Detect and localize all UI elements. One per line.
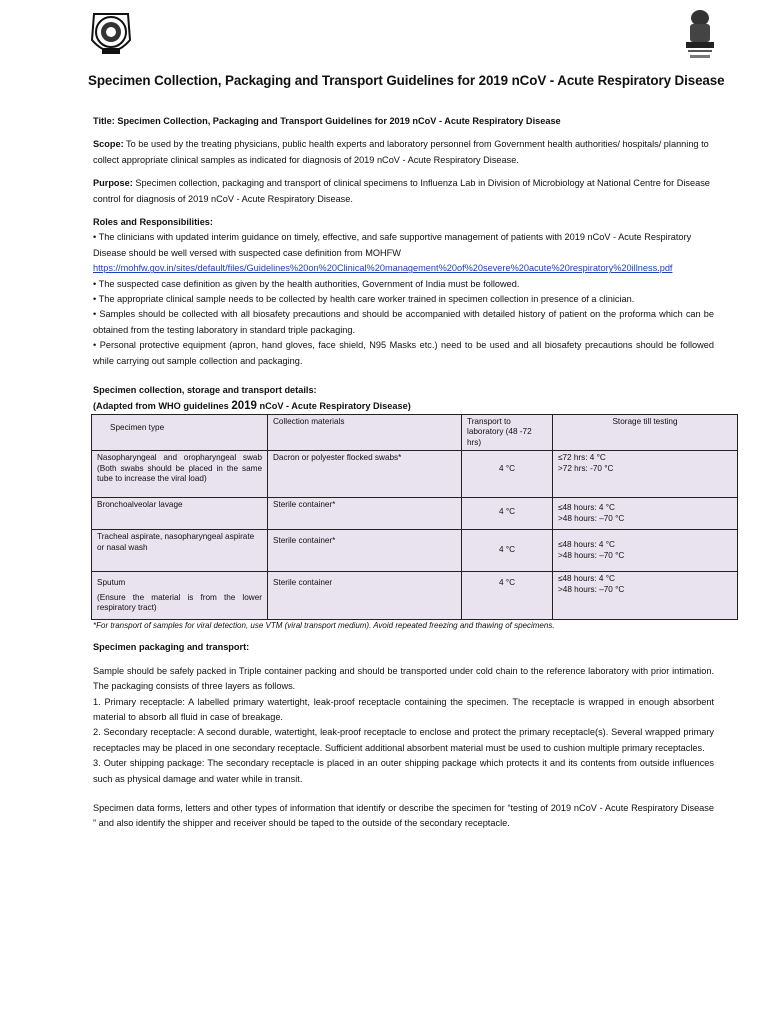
packaging-secondary: 2. Secondary receptacle: A second durable, watertight, leak-proof receptacle to enclose and protect the primary receptacle(s). Several wrapped primary receptacles may be placed in one secondary receptacle. Sufficient additional absorbent material must be used to cushion multiple primary receptacles. [93,727,714,753]
storage-line-2: >72 hrs: -70 °C [558,463,614,473]
table-header-row [92,414,738,451]
roles-bullet-3: • The appropriate clinical sample needs to be collected by health care worker trained in specimen collection in presence of a clinician. [93,294,635,305]
roles-bullet-4: • Samples should be collected with all biosafety precautions and should be accompanied with detailed history of patient on the proforma which can be obtained from the testing laboratory in standard triple packaging. [93,309,714,335]
specimen-table [91,414,738,621]
cell-transport: 4 °C [462,572,553,620]
cell-storage [553,530,738,572]
roles-heading: Roles and Responsibilities: [93,217,213,228]
title-line [93,114,714,129]
cell-material: Sterile container [268,572,462,620]
packaging-intro: Sample should be safely packed in Triple container packing and should be transported under cold chain to the reference laboratory with prior intimation. The packaging consists of three layers as follows. [93,665,714,692]
cell-material: Sterile container* [268,498,462,530]
cell-storage [553,572,738,620]
table-row [92,498,738,530]
cell-type [92,572,268,620]
national-emblem-logo [678,8,722,64]
storage-line-2: >48 hours: –70 °C [558,584,625,594]
storage-line-1: ≤48 hours: 4 °C [558,574,615,584]
cell-material: Sterile container* [268,530,462,572]
storage-line-2: >48 hours: –70 °C [558,550,625,560]
ncdc-seal-logo [88,10,134,62]
document-body [93,114,714,832]
title-text: Specimen Collection, Packaging and Transport Guidelines for 2019 nCoV - Acute Respiratory Disease [114,116,561,126]
packaging-forms: Specimen data forms, letters and other types of information that identify or describe the specimen for “testing of 2019 nCoV - Acute Respiratory Disease ” and also identify the shipper and receiver should be taped to the outside of the secondary receptacle. [93,803,714,829]
packaging-heading: Specimen packaging and transport: [93,642,250,653]
title-label: Title: [93,116,115,126]
roles-bullet-1: • The clinicians with updated interim guidance on timely, effective, and safe supportive management of patients with 2019 nCoV - Acute Respiratory Disease should be well versed with suspected case definition from MOHFW [93,232,692,258]
storage-heading: Specimen collection, storage and transport details: [93,385,317,396]
cell-material: Dacron or polyester flocked swabs* [268,451,462,498]
subheading-year: 2019 [231,399,257,412]
storage-line-1: ≤48 hours: 4 °C [558,503,615,513]
cell-transport: 4 °C [462,530,553,572]
table-row [92,530,738,572]
col-transport: Transport to laboratory (48 -72 hrs) [462,414,553,451]
col-specimen-type: Specimen type [92,414,268,451]
scope-text: To be used by the treating physicians, public health experts and laboratory personnel from Government health authorities/ hospitals/ planning to collect appropriate clinical samples as indicated for diagnosis of 2019 nCoV - Acute Respiratory Disease. [93,139,709,165]
mohfw-guidelines-link[interactable]: https://mohfw.gov.in/sites/default/files/Guidelines%20on%20Clinical%20management%20of%20severe%20acute%20respiratory%20illness.pdf [93,263,673,274]
packaging-outer: 3. Outer shipping package: The secondary receptacle is placed in an outer shipping package which protects it and its contents from outside influences such as physical damage and water while in transit. [93,758,714,784]
purpose-paragraph [93,176,714,207]
storage-line-1: ≤72 hrs: 4 °C [558,453,606,463]
cell-transport: 4 °C [462,498,553,530]
storage-subheading [93,399,714,414]
scope-paragraph [93,137,714,168]
cell-type: Bronchoalveolar lavage [92,498,268,530]
subheading-post: nCoV - Acute Respiratory Disease) [256,400,411,411]
document-title: Specimen Collection, Packaging and Transport Guidelines for 2019 nCoV - Acute Respiratory Disease [88,73,725,88]
packaging-primary: 1. Primary receptacle: A labelled primary watertight, leak-proof receptacle containing the specimen. The receptacle is wrapped in enough absorbent material to absorb all fluid in case of breakage. [93,696,714,723]
cell-type: Nasopharyngeal and oropharyngeal swab (Both swabs should be placed in the same tube to increase the viral load) [92,451,268,498]
table-footnote: *For transport of samples for viral detection, use VTM (viral transport medium). Avoid repeated freezing and thawing of specimens. [93,621,555,631]
cell-storage [553,451,738,498]
purpose-label: Purpose: [93,178,133,189]
cell-storage [553,498,738,530]
table-row [92,451,738,498]
sputum-label: Sputum [97,578,126,588]
scope-label: Scope: [93,139,124,150]
subheading-pre: (Adapted from WHO guidelines [93,400,232,411]
storage-line-2: >48 hours: –70 °C [558,513,625,523]
col-collection-materials: Collection materials [268,414,462,451]
storage-line-1: ≤48 hours: 4 °C [558,540,615,550]
table-row [92,572,738,620]
cell-transport: 4 °C [462,451,553,498]
roles-bullet-2: • The suspected case definition as given by the health authorities, Government of India must be followed. [93,278,520,289]
purpose-text: Specimen collection, packaging and transport of clinical specimens to Influenza Lab in Division of Microbiology at National Centre for Disease control for diagnosis of 2019 nCoV - Acute Respiratory Disease. [93,178,710,204]
cell-type: Tracheal aspirate, nasopharyngeal aspirate or nasal wash [92,530,268,572]
col-storage: Storage till testing [553,414,738,451]
sputum-note: (Ensure the material is from the lower respiratory tract) [97,592,262,613]
roles-bullet-5: • Personal protective equipment (apron, hand gloves, face shield, N95 Masks etc.) need to be used and all biosafety precautions should be followed while carrying out sample collection and packaging. [93,340,714,366]
